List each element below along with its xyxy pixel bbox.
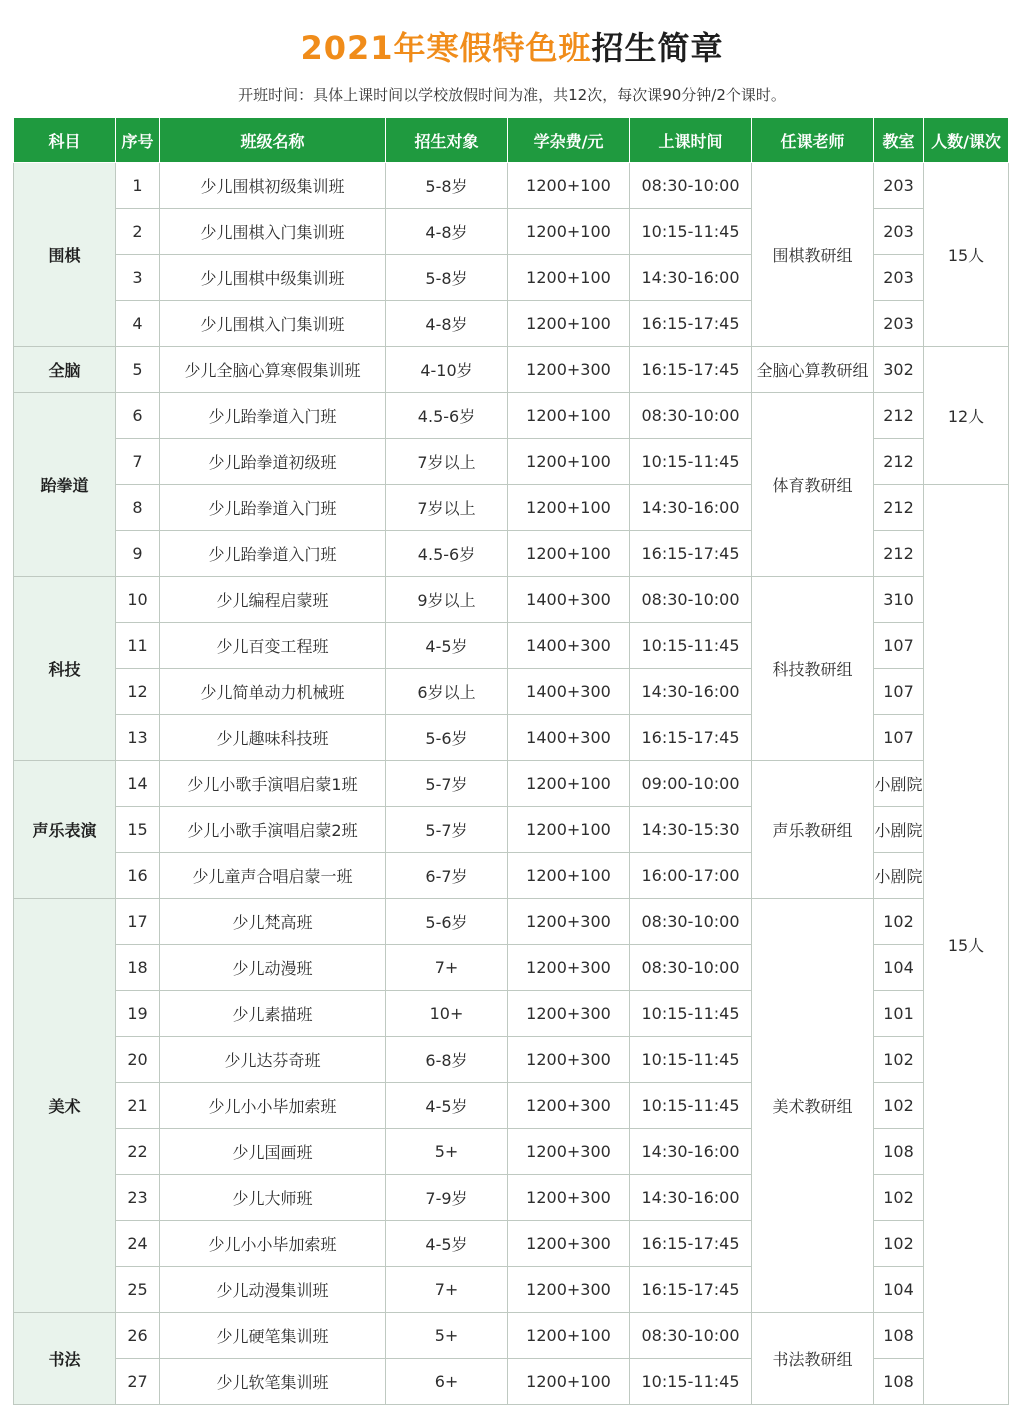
target-age: 7+ bbox=[386, 1267, 508, 1313]
classroom: 108 bbox=[874, 1359, 924, 1405]
class-name: 少儿小小毕加索班 bbox=[160, 1221, 386, 1267]
teacher-group: 科技教研组 bbox=[752, 577, 874, 761]
capacity: 15人 bbox=[924, 163, 1009, 347]
fee: 1200+100 bbox=[508, 255, 630, 301]
classroom: 302 bbox=[874, 347, 924, 393]
target-age: 5-6岁 bbox=[386, 899, 508, 945]
table-row bbox=[14, 347, 1009, 393]
classroom: 203 bbox=[874, 209, 924, 255]
capacity: 15人 bbox=[924, 485, 1009, 1405]
class-name: 少儿小小毕加索班 bbox=[160, 1083, 386, 1129]
target-age: 4-5岁 bbox=[386, 1221, 508, 1267]
subject-cell: 科技 bbox=[14, 577, 116, 761]
class-name: 少儿跆拳道入门班 bbox=[160, 485, 386, 531]
fee: 1200+300 bbox=[508, 1175, 630, 1221]
classroom: 203 bbox=[874, 301, 924, 347]
target-age: 4-8岁 bbox=[386, 301, 508, 347]
teacher-group: 声乐教研组 bbox=[752, 761, 874, 899]
row-number: 6 bbox=[116, 393, 160, 439]
fee: 1200+300 bbox=[508, 945, 630, 991]
class-time: 16:15-17:45 bbox=[630, 347, 752, 393]
class-name: 少儿素描班 bbox=[160, 991, 386, 1037]
target-age: 4-5岁 bbox=[386, 1083, 508, 1129]
fee: 1200+100 bbox=[508, 163, 630, 209]
target-age: 4.5-6岁 bbox=[386, 393, 508, 439]
row-number: 27 bbox=[116, 1359, 160, 1405]
fee: 1200+100 bbox=[508, 301, 630, 347]
fee: 1200+300 bbox=[508, 1083, 630, 1129]
classroom: 212 bbox=[874, 439, 924, 485]
subject-cell: 声乐表演 bbox=[14, 761, 116, 899]
row-number: 20 bbox=[116, 1037, 160, 1083]
table-header bbox=[14, 118, 1009, 163]
class-time: 16:15-17:45 bbox=[630, 1221, 752, 1267]
classroom: 104 bbox=[874, 945, 924, 991]
teacher-group: 全脑心算教研组 bbox=[752, 347, 874, 393]
class-name: 少儿动漫班 bbox=[160, 945, 386, 991]
fee: 1200+300 bbox=[508, 991, 630, 1037]
class-name: 少儿全脑心算寒假集训班 bbox=[160, 347, 386, 393]
row-number: 11 bbox=[116, 623, 160, 669]
row-number: 4 bbox=[116, 301, 160, 347]
class-name: 少儿硬笔集训班 bbox=[160, 1313, 386, 1359]
class-time: 10:15-11:45 bbox=[630, 623, 752, 669]
class-name: 少儿百变工程班 bbox=[160, 623, 386, 669]
row-number: 16 bbox=[116, 853, 160, 899]
classroom: 108 bbox=[874, 1313, 924, 1359]
class-time: 10:15-11:45 bbox=[630, 1083, 752, 1129]
row-number: 25 bbox=[116, 1267, 160, 1313]
class-time: 08:30-10:00 bbox=[630, 1313, 752, 1359]
class-name: 少儿国画班 bbox=[160, 1129, 386, 1175]
class-name: 少儿童声合唱启蒙一班 bbox=[160, 853, 386, 899]
target-age: 5-7岁 bbox=[386, 761, 508, 807]
schedule-note: 开班时间：具体上课时间以学校放假时间为准，共12次，每次课90分钟/2个课时。 bbox=[238, 86, 786, 104]
row-number: 14 bbox=[116, 761, 160, 807]
column-header: 人数/课次 bbox=[924, 118, 1009, 163]
target-age: 5+ bbox=[386, 1313, 508, 1359]
row-number: 2 bbox=[116, 209, 160, 255]
column-header: 任课老师 bbox=[752, 118, 874, 163]
class-name: 少儿围棋入门集训班 bbox=[160, 301, 386, 347]
class-time: 14:30-16:00 bbox=[630, 485, 752, 531]
classroom: 108 bbox=[874, 1129, 924, 1175]
class-time: 08:30-10:00 bbox=[630, 163, 752, 209]
subject-cell: 全脑 bbox=[14, 347, 116, 393]
row-number: 9 bbox=[116, 531, 160, 577]
target-age: 6+ bbox=[386, 1359, 508, 1405]
target-age: 7岁以上 bbox=[386, 485, 508, 531]
classroom: 107 bbox=[874, 669, 924, 715]
fee: 1200+100 bbox=[508, 485, 630, 531]
subject-cell: 书法 bbox=[14, 1313, 116, 1405]
classroom: 212 bbox=[874, 485, 924, 531]
class-name: 少儿跆拳道入门班 bbox=[160, 531, 386, 577]
column-header: 班级名称 bbox=[160, 118, 386, 163]
fee: 1400+300 bbox=[508, 623, 630, 669]
table-row bbox=[14, 393, 1009, 439]
target-age: 4.5-6岁 bbox=[386, 531, 508, 577]
target-age: 7岁以上 bbox=[386, 439, 508, 485]
column-header: 招生对象 bbox=[386, 118, 508, 163]
class-name: 少儿围棋入门集训班 bbox=[160, 209, 386, 255]
subject-cell: 美术 bbox=[14, 899, 116, 1313]
capacity: 12人 bbox=[924, 347, 1009, 485]
target-age: 5-6岁 bbox=[386, 715, 508, 761]
teacher-group: 体育教研组 bbox=[752, 393, 874, 577]
class-time: 16:15-17:45 bbox=[630, 301, 752, 347]
class-time: 08:30-10:00 bbox=[630, 899, 752, 945]
class-name: 少儿跆拳道入门班 bbox=[160, 393, 386, 439]
classroom: 104 bbox=[874, 1267, 924, 1313]
class-time: 08:30-10:00 bbox=[630, 577, 752, 623]
target-age: 5-8岁 bbox=[386, 255, 508, 301]
target-age: 6-8岁 bbox=[386, 1037, 508, 1083]
table-row bbox=[14, 1313, 1009, 1359]
class-time: 16:15-17:45 bbox=[630, 715, 752, 761]
class-name: 少儿小歌手演唱启蒙2班 bbox=[160, 807, 386, 853]
class-name: 少儿小歌手演唱启蒙1班 bbox=[160, 761, 386, 807]
row-number: 17 bbox=[116, 899, 160, 945]
class-name: 少儿大师班 bbox=[160, 1175, 386, 1221]
subject-cell: 跆拳道 bbox=[14, 393, 116, 577]
classroom: 101 bbox=[874, 991, 924, 1037]
class-name: 少儿动漫集训班 bbox=[160, 1267, 386, 1313]
fee: 1200+100 bbox=[508, 531, 630, 577]
class-time: 10:15-11:45 bbox=[630, 439, 752, 485]
table-row bbox=[14, 163, 1009, 209]
table-row bbox=[14, 899, 1009, 945]
column-header: 学杂费/元 bbox=[508, 118, 630, 163]
row-number: 15 bbox=[116, 807, 160, 853]
fee: 1200+100 bbox=[508, 209, 630, 255]
title-highlight: 2021年寒假特色班 bbox=[300, 29, 592, 67]
fee: 1200+300 bbox=[508, 1267, 630, 1313]
class-time: 14:30-16:00 bbox=[630, 1175, 752, 1221]
class-time: 09:00-10:00 bbox=[630, 761, 752, 807]
header-row bbox=[14, 118, 1009, 163]
classroom: 102 bbox=[874, 1221, 924, 1267]
fee: 1200+100 bbox=[508, 761, 630, 807]
fee: 1200+300 bbox=[508, 347, 630, 393]
classroom: 212 bbox=[874, 393, 924, 439]
class-time: 08:30-10:00 bbox=[630, 393, 752, 439]
row-number: 10 bbox=[116, 577, 160, 623]
row-number: 8 bbox=[116, 485, 160, 531]
row-number: 18 bbox=[116, 945, 160, 991]
classroom: 102 bbox=[874, 1037, 924, 1083]
class-time: 10:15-11:45 bbox=[630, 1037, 752, 1083]
classroom: 小剧院 bbox=[874, 761, 924, 807]
fee: 1200+300 bbox=[508, 1129, 630, 1175]
target-age: 4-5岁 bbox=[386, 623, 508, 669]
target-age: 5-7岁 bbox=[386, 807, 508, 853]
class-time: 16:15-17:45 bbox=[630, 531, 752, 577]
row-number: 26 bbox=[116, 1313, 160, 1359]
class-time: 16:00-17:00 bbox=[630, 853, 752, 899]
teacher-group: 书法教研组 bbox=[752, 1313, 874, 1405]
fee: 1400+300 bbox=[508, 715, 630, 761]
class-time: 10:15-11:45 bbox=[630, 1359, 752, 1405]
fee: 1200+100 bbox=[508, 439, 630, 485]
row-number: 19 bbox=[116, 991, 160, 1037]
table-body bbox=[14, 163, 1009, 1405]
class-name: 少儿软笔集训班 bbox=[160, 1359, 386, 1405]
target-age: 4-10岁 bbox=[386, 347, 508, 393]
classroom: 310 bbox=[874, 577, 924, 623]
target-age: 6岁以上 bbox=[386, 669, 508, 715]
class-name: 少儿趣味科技班 bbox=[160, 715, 386, 761]
column-header: 上课时间 bbox=[630, 118, 752, 163]
target-age: 6-7岁 bbox=[386, 853, 508, 899]
classroom: 203 bbox=[874, 255, 924, 301]
class-time: 08:30-10:00 bbox=[630, 945, 752, 991]
class-time: 16:15-17:45 bbox=[630, 1267, 752, 1313]
column-header: 序号 bbox=[116, 118, 160, 163]
row-number: 24 bbox=[116, 1221, 160, 1267]
row-number: 12 bbox=[116, 669, 160, 715]
classroom: 小剧院 bbox=[874, 853, 924, 899]
class-name: 少儿简单动力机械班 bbox=[160, 669, 386, 715]
row-number: 7 bbox=[116, 439, 160, 485]
row-number: 5 bbox=[116, 347, 160, 393]
column-header: 教室 bbox=[874, 118, 924, 163]
class-name: 少儿编程启蒙班 bbox=[160, 577, 386, 623]
row-number: 13 bbox=[116, 715, 160, 761]
classroom: 小剧院 bbox=[874, 807, 924, 853]
title-rest: 招生简章 bbox=[591, 29, 724, 67]
row-number: 3 bbox=[116, 255, 160, 301]
target-age: 7-9岁 bbox=[386, 1175, 508, 1221]
subject-cell: 围棋 bbox=[14, 163, 116, 347]
page-title bbox=[0, 24, 1024, 72]
class-time: 10:15-11:45 bbox=[630, 991, 752, 1037]
column-header: 科目 bbox=[14, 118, 116, 163]
fee: 1200+100 bbox=[508, 807, 630, 853]
class-time: 14:30-16:00 bbox=[630, 1129, 752, 1175]
class-name: 少儿跆拳道初级班 bbox=[160, 439, 386, 485]
class-name: 少儿围棋中级集训班 bbox=[160, 255, 386, 301]
teacher-group: 围棋教研组 bbox=[752, 163, 874, 347]
classroom: 212 bbox=[874, 531, 924, 577]
fee: 1200+300 bbox=[508, 1037, 630, 1083]
class-name: 少儿达芬奇班 bbox=[160, 1037, 386, 1083]
table-row bbox=[14, 577, 1009, 623]
fee: 1400+300 bbox=[508, 577, 630, 623]
fee: 1200+100 bbox=[508, 1313, 630, 1359]
classroom: 107 bbox=[874, 715, 924, 761]
class-name: 少儿围棋初级集训班 bbox=[160, 163, 386, 209]
fee: 1400+300 bbox=[508, 669, 630, 715]
row-number: 23 bbox=[116, 1175, 160, 1221]
classroom: 102 bbox=[874, 899, 924, 945]
fee: 1200+300 bbox=[508, 899, 630, 945]
class-name: 少儿梵高班 bbox=[160, 899, 386, 945]
row-number: 22 bbox=[116, 1129, 160, 1175]
target-age: 7+ bbox=[386, 945, 508, 991]
classroom: 102 bbox=[874, 1083, 924, 1129]
table-row bbox=[14, 761, 1009, 807]
fee: 1200+100 bbox=[508, 393, 630, 439]
class-time: 14:30-16:00 bbox=[630, 669, 752, 715]
classroom: 203 bbox=[874, 163, 924, 209]
class-time: 10:15-11:45 bbox=[630, 209, 752, 255]
row-number: 21 bbox=[116, 1083, 160, 1129]
classroom: 107 bbox=[874, 623, 924, 669]
target-age: 5+ bbox=[386, 1129, 508, 1175]
class-time: 14:30-16:00 bbox=[630, 255, 752, 301]
target-age: 10+ bbox=[386, 991, 508, 1037]
target-age: 5-8岁 bbox=[386, 163, 508, 209]
row-number: 1 bbox=[116, 163, 160, 209]
target-age: 9岁以上 bbox=[386, 577, 508, 623]
target-age: 4-8岁 bbox=[386, 209, 508, 255]
classroom: 102 bbox=[874, 1175, 924, 1221]
fee: 1200+300 bbox=[508, 1221, 630, 1267]
fee: 1200+100 bbox=[508, 853, 630, 899]
enrollment-table bbox=[13, 117, 1009, 1405]
fee: 1200+100 bbox=[508, 1359, 630, 1405]
class-time: 14:30-15:30 bbox=[630, 807, 752, 853]
teacher-group: 美术教研组 bbox=[752, 899, 874, 1313]
